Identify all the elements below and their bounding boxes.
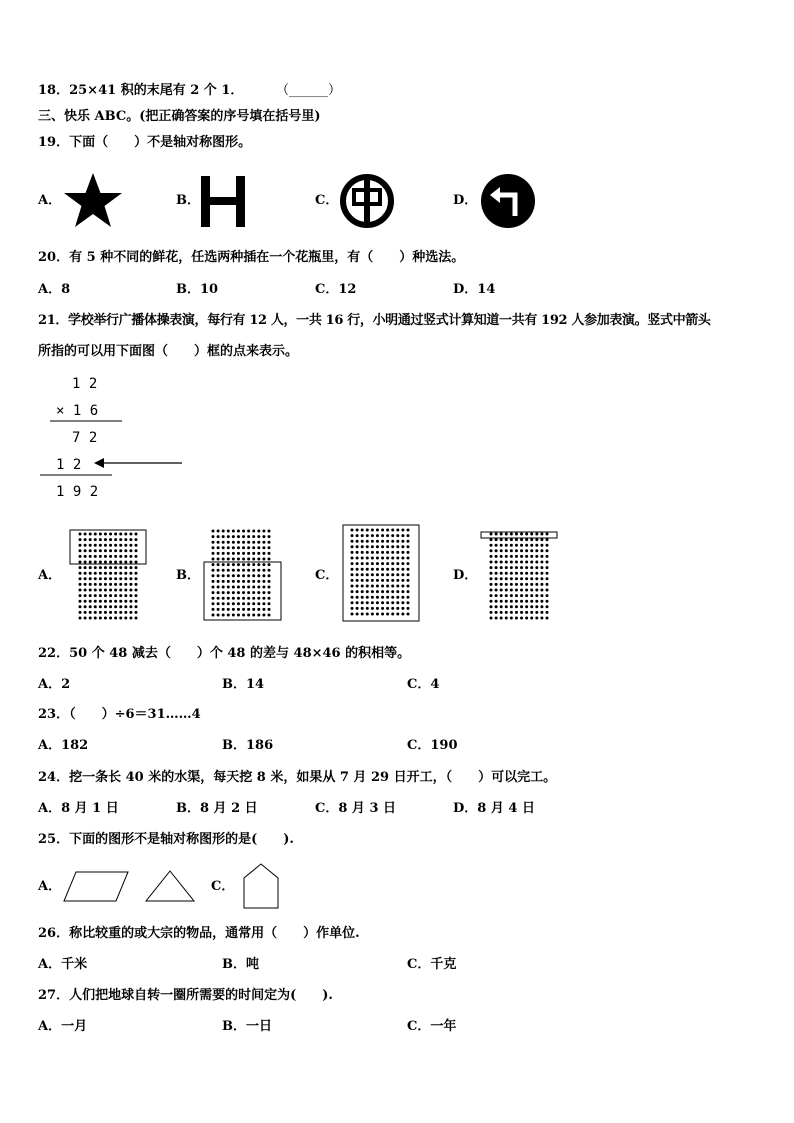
- letter-h-figure: [198, 172, 250, 230]
- dot-grid-a: [66, 526, 152, 622]
- q26-stem: 26．称比较重的或大宗的物品，通常用（ ）作单位.: [38, 926, 360, 941]
- q21-option-a[interactable]: A．: [38, 568, 62, 583]
- vertical-row-1: 1 2: [72, 376, 98, 392]
- parallelogram-shape: [62, 870, 130, 904]
- q26-option-b[interactable]: B．吨: [222, 957, 259, 972]
- q27-option-c[interactable]: C．一年: [407, 1019, 457, 1034]
- dot-array: [351, 529, 410, 616]
- q26-option-a[interactable]: A．千米: [38, 957, 88, 972]
- dot-grid-d: [478, 528, 562, 624]
- bank-logo-icon: [338, 172, 396, 230]
- pentagon-house-shape: [240, 862, 282, 910]
- dot-array: [79, 533, 138, 620]
- q21-stem-line1: 21．学校举行广播体操表演，每行有 12 人，一共 16 行，小明通过竖式计算知道一共有 192 人参加表演。竖式中箭头: [38, 313, 711, 328]
- q21-stem-line2: 所指的可以用下面图（ ）框的点来表示。: [38, 344, 299, 359]
- q22-option-a[interactable]: A．2: [38, 677, 71, 692]
- dot-array: [490, 533, 549, 620]
- q25-stem: 25．下面的图形不是轴对称图形的是( ).: [38, 832, 294, 847]
- q18-answer-blank[interactable]: （______）: [276, 83, 342, 98]
- q23-option-b[interactable]: B．186: [222, 738, 274, 753]
- q19-option-a[interactable]: A．: [38, 193, 62, 208]
- q20-stem: 20．有 5 种不同的鲜花，任选两种插在一个花瓶里，有（ ）种选法。: [38, 250, 465, 265]
- q27-option-b[interactable]: B．一日: [222, 1019, 272, 1034]
- q19-stem: 19．下面（ ）不是轴对称图形。: [38, 135, 252, 150]
- q25-option-a[interactable]: A．: [38, 879, 62, 894]
- vertical-rule-1: [50, 420, 124, 423]
- q24-stem: 24．挖一条长 40 米的水渠，每天挖 8 米，如果从 7 月 29 日开工，（ ）可以完工。: [38, 770, 557, 785]
- q22-stem: 22．50 个 48 减去（ ）个 48 的差与 48×46 的积相等。: [38, 646, 411, 661]
- dot-grid-b: [200, 526, 286, 622]
- q20-option-d[interactable]: D．14: [453, 282, 496, 297]
- q24-option-d[interactable]: D．8 月 4 日: [453, 801, 535, 816]
- q21-option-b[interactable]: B．: [176, 568, 200, 583]
- frame-a: [70, 530, 146, 564]
- q22-option-c[interactable]: C．4: [407, 677, 440, 692]
- dot-grid-c: [340, 522, 424, 626]
- q25-option-c[interactable]: C．: [211, 879, 235, 894]
- q27-option-a[interactable]: A．一月: [38, 1019, 88, 1034]
- frame-c: [343, 525, 419, 621]
- q24-option-a[interactable]: A．8 月 1 日: [38, 801, 119, 816]
- q24-option-b[interactable]: B．8 月 2 日: [176, 801, 258, 816]
- vertical-row-2: × 1 6: [56, 403, 99, 419]
- q23-stem: 23．（ ）÷6＝31……4: [38, 707, 201, 722]
- q26-option-c[interactable]: C．千克: [407, 957, 457, 972]
- q21-option-d[interactable]: D．: [453, 568, 478, 583]
- q19-option-c[interactable]: C．: [315, 193, 339, 208]
- q20-option-c[interactable]: C．12: [315, 282, 357, 297]
- q21-option-c[interactable]: C．: [315, 568, 339, 583]
- vertical-row-3: 7 2: [72, 430, 98, 446]
- q22-option-b[interactable]: B．14: [222, 677, 265, 692]
- q20-option-a[interactable]: A．8: [38, 282, 71, 297]
- q23-option-c[interactable]: C．190: [407, 738, 458, 753]
- q19-option-b[interactable]: B．: [176, 193, 200, 208]
- turn-left-sign-icon: [479, 172, 537, 230]
- q19-option-d[interactable]: D．: [453, 193, 478, 208]
- q24-option-c[interactable]: C．8 月 3 日: [315, 801, 397, 816]
- dot-array: [212, 530, 271, 617]
- vertical-row-5: 1 9 2: [56, 484, 99, 500]
- triangle-shape: [144, 868, 196, 904]
- q27-stem: 27．人们把地球自转一圈所需要的时间定为( ).: [38, 988, 333, 1003]
- vertical-row-4: 1 2: [56, 457, 82, 473]
- q23-option-a[interactable]: A．182: [38, 738, 89, 753]
- frame-d: [481, 532, 557, 538]
- vertical-rule-2: [40, 474, 114, 477]
- section-title: 三、快乐 ABC。(把正确答案的序号填在括号里): [38, 109, 321, 124]
- q20-option-b[interactable]: B．10: [176, 282, 219, 297]
- star-icon: [60, 170, 126, 232]
- arrow-left-icon: [92, 456, 184, 470]
- q18-text: 18．25×41 积的末尾有 2 个 1．: [38, 83, 244, 98]
